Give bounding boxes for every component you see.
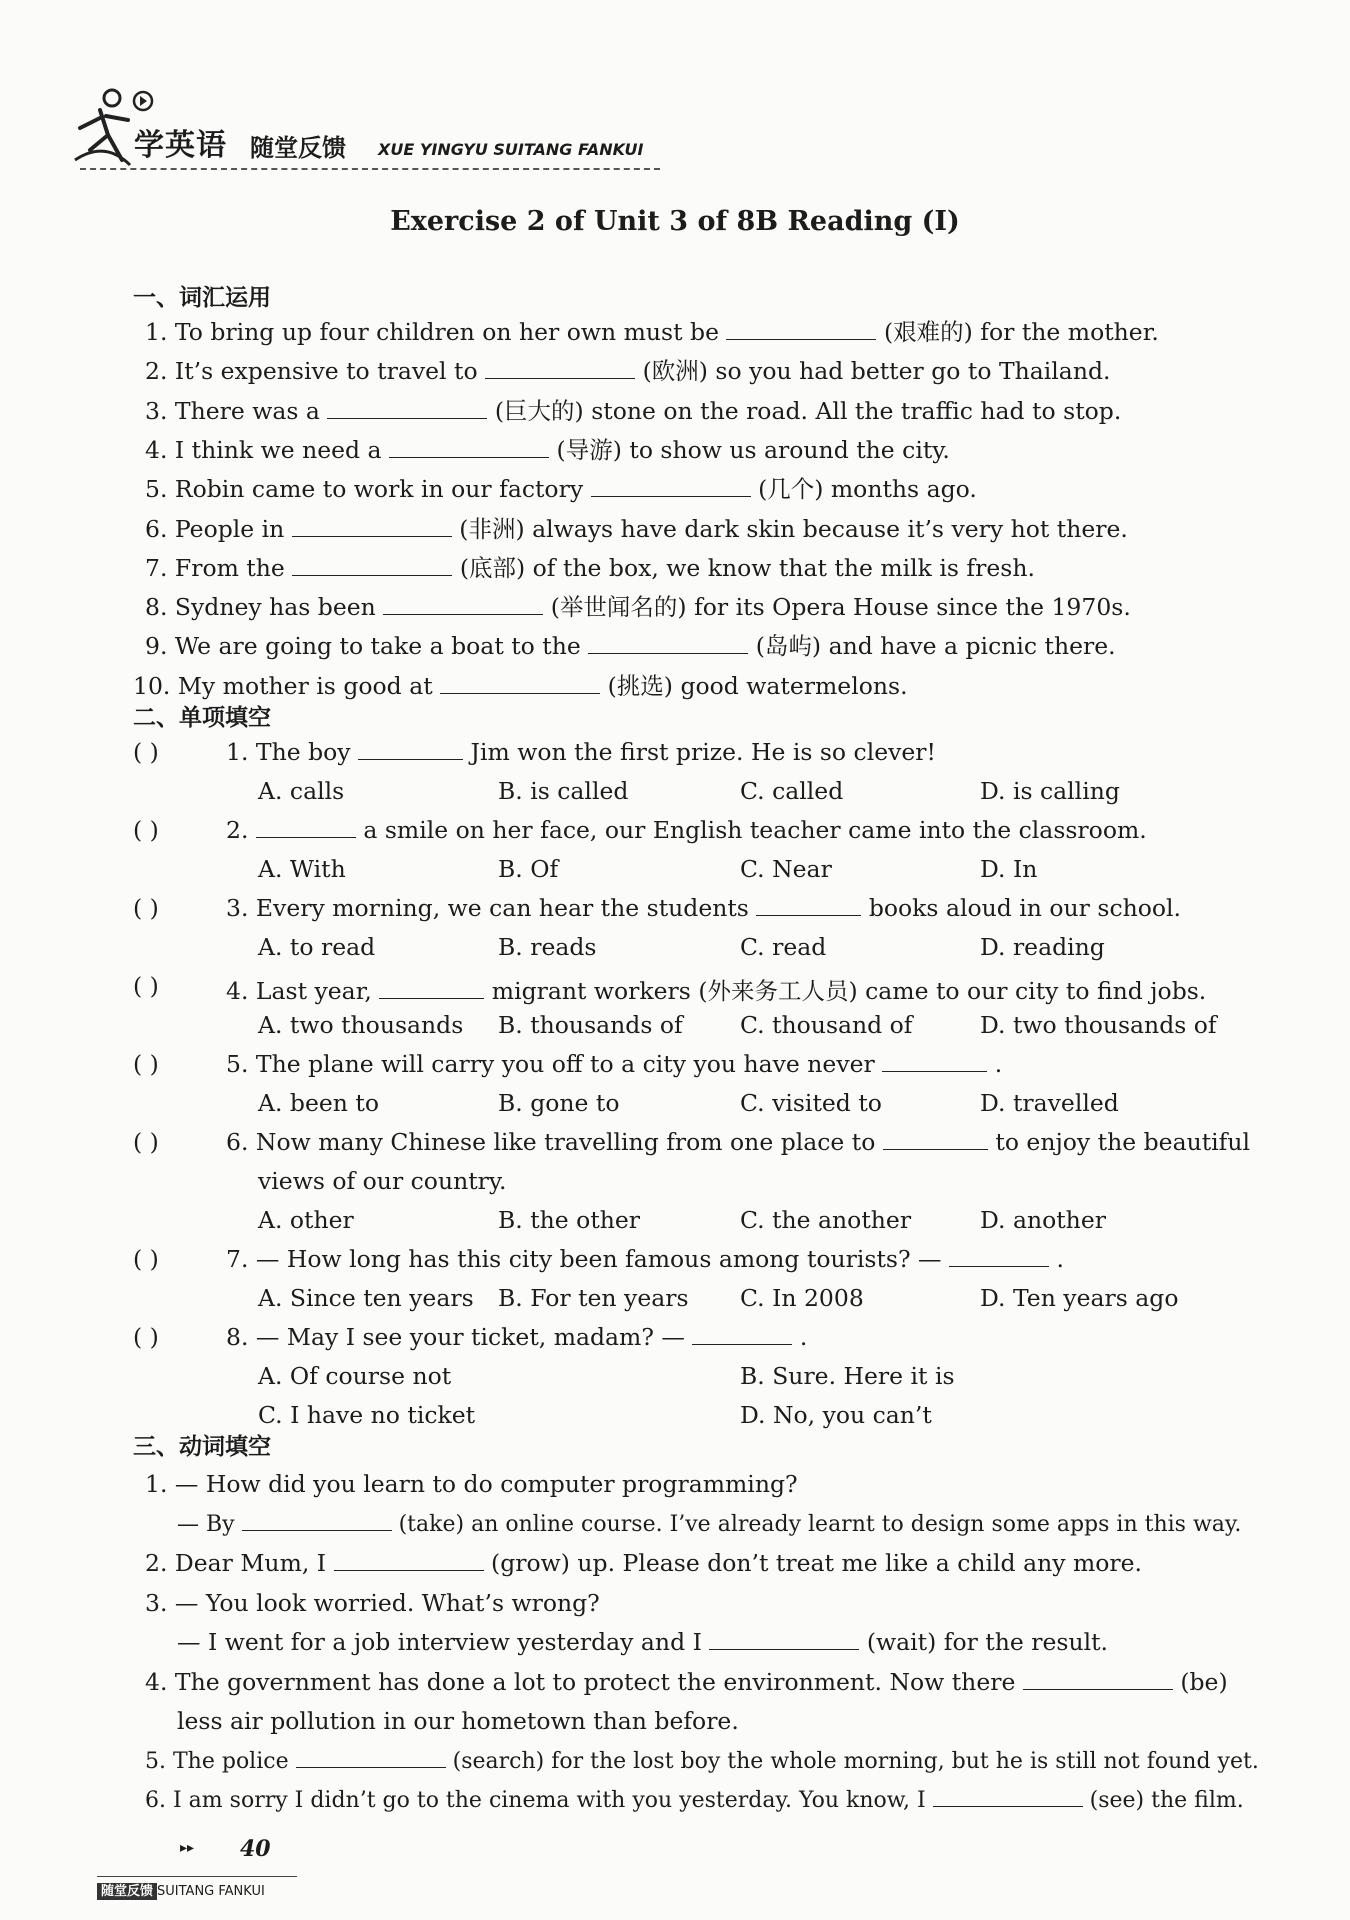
answer-parentheses[interactable]: ( ) bbox=[133, 972, 159, 1000]
footer-brand-cn: 随堂反馈 bbox=[97, 1883, 157, 1900]
vocab-item bbox=[145, 470, 977, 504]
item-text: months ago. bbox=[830, 475, 977, 504]
item-hint: (be) bbox=[1180, 1667, 1228, 1696]
footer-brand bbox=[97, 1880, 265, 1899]
item-number: 2. bbox=[145, 1549, 168, 1577]
item-number: 7. bbox=[145, 553, 168, 582]
item-number: 3. bbox=[145, 396, 168, 425]
item-text: a smile on her face, our English teacher came into the classroom. bbox=[363, 816, 1147, 844]
item-text: . bbox=[994, 1050, 1003, 1078]
option-b: B. reads bbox=[498, 933, 597, 961]
vocab-item bbox=[145, 627, 1116, 661]
choice-question bbox=[226, 1323, 807, 1351]
item-number: 6. bbox=[145, 514, 168, 543]
answer-blank[interactable] bbox=[485, 358, 635, 379]
option-a: A. calls bbox=[258, 777, 345, 805]
option-a: A. to read bbox=[258, 933, 376, 961]
item-hint: (巨大的) bbox=[494, 396, 584, 425]
item-text: We are going to take a boat to the bbox=[174, 632, 581, 661]
brand-subtitle: 随堂反馈 bbox=[250, 134, 346, 162]
choice-question bbox=[226, 1245, 1064, 1273]
item-text: My mother is good at bbox=[177, 671, 433, 700]
answer-blank[interactable] bbox=[933, 1786, 1083, 1807]
option-a: A. been to bbox=[258, 1089, 379, 1117]
item-text: . bbox=[1056, 1245, 1065, 1273]
option-a: A. two thousands bbox=[258, 1011, 464, 1039]
item-hint: (see) bbox=[1089, 1788, 1145, 1813]
choice-question bbox=[226, 816, 1147, 844]
item-hint: (欧洲) bbox=[642, 357, 708, 386]
item-text: to enjoy the beautiful bbox=[995, 1128, 1251, 1156]
item-hint: (几个) bbox=[758, 475, 824, 504]
item-text: Every morning, we can hear the students bbox=[255, 894, 749, 922]
option-d: D. Ten years ago bbox=[980, 1284, 1179, 1312]
option-a: A. With bbox=[258, 855, 346, 883]
answer-blank[interactable] bbox=[327, 398, 487, 419]
option-b: B. thousands of bbox=[498, 1011, 683, 1039]
item-number: 1. bbox=[145, 318, 168, 346]
verb-question bbox=[145, 1470, 798, 1498]
item-text: — How did you learn to do computer programming? bbox=[174, 1470, 798, 1498]
item-text: Now many Chinese like travelling from one place to bbox=[255, 1128, 876, 1156]
item-number: 2. bbox=[145, 357, 168, 386]
item-number: 7. bbox=[226, 1245, 249, 1273]
answer-blank[interactable] bbox=[882, 1051, 987, 1072]
answer-blank[interactable] bbox=[256, 817, 356, 838]
option-b: B. is called bbox=[498, 777, 629, 805]
option-d: D. In bbox=[980, 855, 1038, 883]
page-title: Exercise 2 of Unit 3 of 8B Reading (Ⅰ) bbox=[390, 206, 960, 237]
item-number: 3. bbox=[145, 1588, 168, 1617]
item-text: for the lost boy the whole morning, but he is still not found yet. bbox=[551, 1748, 1259, 1774]
option-c: C. In 2008 bbox=[740, 1284, 864, 1312]
item-text: Last year, bbox=[255, 977, 372, 1005]
answer-blank[interactable] bbox=[726, 319, 876, 340]
answer-blank[interactable] bbox=[588, 633, 748, 654]
choice-question bbox=[226, 1050, 1002, 1078]
item-number: 6. bbox=[226, 1128, 249, 1156]
item-text: To bring up four children on her own must be bbox=[174, 318, 719, 346]
option-d: D. No, you can’t bbox=[740, 1401, 932, 1429]
answer-blank[interactable] bbox=[389, 437, 549, 458]
item-hint: (挑选) bbox=[607, 671, 673, 700]
vocab-item bbox=[145, 549, 1035, 583]
item-text: People in bbox=[174, 514, 285, 543]
answer-parentheses[interactable]: ( ) bbox=[133, 1323, 159, 1351]
verb-question bbox=[145, 1786, 1244, 1813]
option-c: C. the another bbox=[740, 1206, 912, 1234]
answer-blank[interactable] bbox=[709, 1629, 859, 1650]
item-hint: (导游) bbox=[556, 435, 622, 464]
section-2-heading: 二、单项填空 bbox=[133, 705, 271, 731]
choice-question bbox=[226, 738, 936, 766]
item-hint: (举世闻名的) bbox=[550, 593, 687, 622]
item-text: The government has done a lot to protect the environment. Now there bbox=[174, 1667, 1016, 1696]
item-hint: (非洲) bbox=[459, 514, 525, 543]
section-3-heading: 三、动词填空 bbox=[133, 1434, 271, 1460]
item-text: — You look worried. What’s wrong? bbox=[174, 1588, 600, 1617]
option-c: C. called bbox=[740, 777, 844, 805]
item-text: good watermelons. bbox=[680, 671, 908, 700]
footer-brand-en: SUITANG FANKUI bbox=[157, 1884, 265, 1899]
item-text: up. Please don’t treat me like a child any more. bbox=[577, 1549, 1143, 1577]
answer-blank[interactable] bbox=[379, 978, 484, 999]
answer-parentheses[interactable]: ( ) bbox=[133, 1245, 159, 1273]
vocab-item bbox=[145, 431, 950, 465]
answer-parentheses[interactable]: ( ) bbox=[133, 738, 159, 766]
header bbox=[70, 80, 670, 180]
item-hint: (底部) bbox=[459, 553, 526, 582]
item-text: The police bbox=[173, 1748, 289, 1774]
item-text: to show us around the city. bbox=[629, 435, 950, 464]
option-d: D. travelled bbox=[980, 1089, 1119, 1117]
option-c: C. thousand of bbox=[740, 1011, 913, 1039]
vocab-item bbox=[145, 392, 1121, 426]
item-text: — By bbox=[177, 1511, 235, 1537]
brand-title: 学英语 bbox=[134, 128, 227, 163]
item-text: for its Opera House since the 1970s. bbox=[694, 593, 1131, 622]
item-text: — I went for a job interview yesterday and I bbox=[177, 1628, 702, 1656]
item-text: The plane will carry you off to a city you have never bbox=[255, 1050, 875, 1078]
option-d: D. two thousands of bbox=[980, 1011, 1217, 1039]
item-text: books aloud in our school. bbox=[868, 894, 1182, 922]
answer-blank[interactable] bbox=[692, 1324, 792, 1345]
item-text: for the mother. bbox=[980, 318, 1159, 346]
answer-parentheses[interactable]: ( ) bbox=[133, 1128, 159, 1156]
verb-question bbox=[145, 1668, 1228, 1696]
option-d: D. is calling bbox=[980, 777, 1120, 805]
footer-divider bbox=[97, 1876, 297, 1877]
option-c: C. I have no ticket bbox=[258, 1401, 476, 1429]
page-number: 40 bbox=[240, 1836, 271, 1862]
item-number: 5. bbox=[145, 475, 168, 504]
item-text: — May I see your ticket, madam? — bbox=[255, 1323, 685, 1351]
vocab-item bbox=[145, 588, 1131, 622]
item-text: Dear Mum, I bbox=[174, 1549, 327, 1577]
item-number: 5. bbox=[145, 1748, 166, 1774]
answer-blank[interactable] bbox=[242, 1510, 392, 1531]
answer-blank[interactable] bbox=[383, 594, 543, 615]
item-text: I am sorry I didn’t go to the cinema with you yesterday. You know, I bbox=[173, 1788, 926, 1813]
item-text: and have a picnic there. bbox=[828, 632, 1116, 661]
vocab-item bbox=[133, 667, 908, 701]
answer-blank[interactable] bbox=[358, 739, 463, 760]
answer-blank[interactable] bbox=[591, 476, 751, 497]
answer-parentheses[interactable]: ( ) bbox=[133, 816, 159, 844]
option-a: A. other bbox=[258, 1206, 354, 1234]
item-continuation: views of our country. bbox=[258, 1167, 507, 1195]
item-number: 1. bbox=[145, 1470, 168, 1498]
vocab-item bbox=[145, 313, 1159, 347]
item-text: the film. bbox=[1151, 1788, 1244, 1813]
answer-parentheses[interactable]: ( ) bbox=[133, 1050, 159, 1078]
item-text: — How long has this city been famous among tourists? — bbox=[255, 1245, 942, 1273]
header-divider bbox=[80, 168, 660, 170]
item-text: migrant workers (外来务工人员) came to our city to find jobs. bbox=[491, 977, 1207, 1005]
item-number: 8. bbox=[226, 1323, 249, 1351]
item-number: 5. bbox=[226, 1050, 249, 1078]
item-continuation: less air pollution in our hometown than before. bbox=[177, 1707, 739, 1735]
item-text: an online course. I’ve already learnt to design some apps in this way. bbox=[471, 1511, 1242, 1537]
choice-question bbox=[226, 1128, 1250, 1156]
option-b: B. For ten years bbox=[498, 1284, 689, 1312]
option-d: D. reading bbox=[980, 933, 1105, 961]
runner-logo-icon bbox=[70, 80, 140, 180]
option-c: C. Near bbox=[740, 855, 832, 883]
choice-question bbox=[226, 972, 1206, 1006]
option-c: C. visited to bbox=[740, 1089, 882, 1117]
option-b: B. Sure. Here it is bbox=[740, 1362, 955, 1390]
item-text: Jim won the first prize. He is so clever! bbox=[470, 738, 936, 766]
verb-question bbox=[145, 1589, 600, 1617]
verb-question bbox=[145, 1549, 1142, 1577]
item-hint: (grow) bbox=[491, 1549, 570, 1577]
answer-blank[interactable] bbox=[440, 673, 600, 694]
brand-pinyin: XUE YINGYU SUITANG FANKUI bbox=[378, 140, 644, 159]
item-text: always have dark skin because it’s very hot there. bbox=[532, 514, 1128, 543]
section-1-heading: 一、词汇运用 bbox=[133, 285, 271, 311]
vocab-item bbox=[145, 352, 1110, 386]
item-hint: (wait) bbox=[866, 1628, 937, 1656]
option-b: B. the other bbox=[498, 1206, 641, 1234]
item-number: 2. bbox=[226, 816, 249, 844]
item-text: It’s expensive to travel to bbox=[174, 357, 478, 386]
option-a: A. Of course not bbox=[258, 1362, 452, 1390]
answer-blank[interactable] bbox=[292, 516, 452, 537]
answer-blank[interactable] bbox=[949, 1246, 1049, 1267]
item-hint: (take) bbox=[398, 1511, 465, 1537]
item-number: 4. bbox=[145, 1667, 168, 1696]
item-number: 10. bbox=[133, 671, 171, 700]
verb-question bbox=[145, 1747, 1259, 1774]
item-text: stone on the road. All the traffic had to stop. bbox=[591, 396, 1122, 425]
item-hint: (岛屿) bbox=[755, 632, 822, 661]
verb-answer-line bbox=[177, 1628, 1108, 1656]
item-text: There was a bbox=[174, 396, 320, 425]
answer-blank[interactable] bbox=[334, 1550, 484, 1571]
option-b: B. Of bbox=[498, 855, 559, 883]
item-text: From the bbox=[174, 553, 285, 582]
option-c: C. read bbox=[740, 933, 827, 961]
item-text: for the result. bbox=[943, 1628, 1109, 1656]
item-number: 1. bbox=[226, 738, 249, 766]
item-number: 8. bbox=[145, 593, 168, 622]
answer-blank[interactable] bbox=[1023, 1669, 1173, 1690]
answer-blank[interactable] bbox=[296, 1747, 446, 1768]
vocab-item bbox=[145, 510, 1128, 544]
option-a: A. Since ten years bbox=[258, 1284, 474, 1312]
item-text: Sydney has been bbox=[174, 593, 376, 622]
answer-parentheses[interactable]: ( ) bbox=[133, 894, 159, 922]
option-d: D. another bbox=[980, 1206, 1106, 1234]
item-hint: (艰难的) bbox=[883, 318, 973, 346]
page-arrow-icon: ▸▸ bbox=[180, 1840, 195, 1856]
item-number: 6. bbox=[145, 1788, 166, 1813]
item-number: 9. bbox=[145, 632, 168, 661]
item-text: The boy bbox=[255, 738, 351, 766]
verb-answer-line bbox=[177, 1510, 1241, 1537]
choice-question bbox=[226, 894, 1181, 922]
answer-blank[interactable] bbox=[756, 895, 861, 916]
item-text: so you had better go to Thailand. bbox=[715, 357, 1111, 386]
answer-blank[interactable] bbox=[883, 1129, 988, 1150]
item-number: 4. bbox=[226, 977, 249, 1005]
item-number: 3. bbox=[226, 894, 249, 922]
item-text: I think we need a bbox=[174, 435, 382, 464]
item-hint: (search) bbox=[452, 1748, 545, 1774]
item-text: Robin came to work in our factory bbox=[174, 475, 584, 504]
answer-blank[interactable] bbox=[292, 555, 452, 576]
play-icon bbox=[132, 90, 154, 112]
item-text: . bbox=[799, 1323, 808, 1351]
item-text: of the box, we know that the milk is fresh. bbox=[532, 553, 1035, 582]
item-number: 4. bbox=[145, 435, 168, 464]
option-b: B. gone to bbox=[498, 1089, 620, 1117]
